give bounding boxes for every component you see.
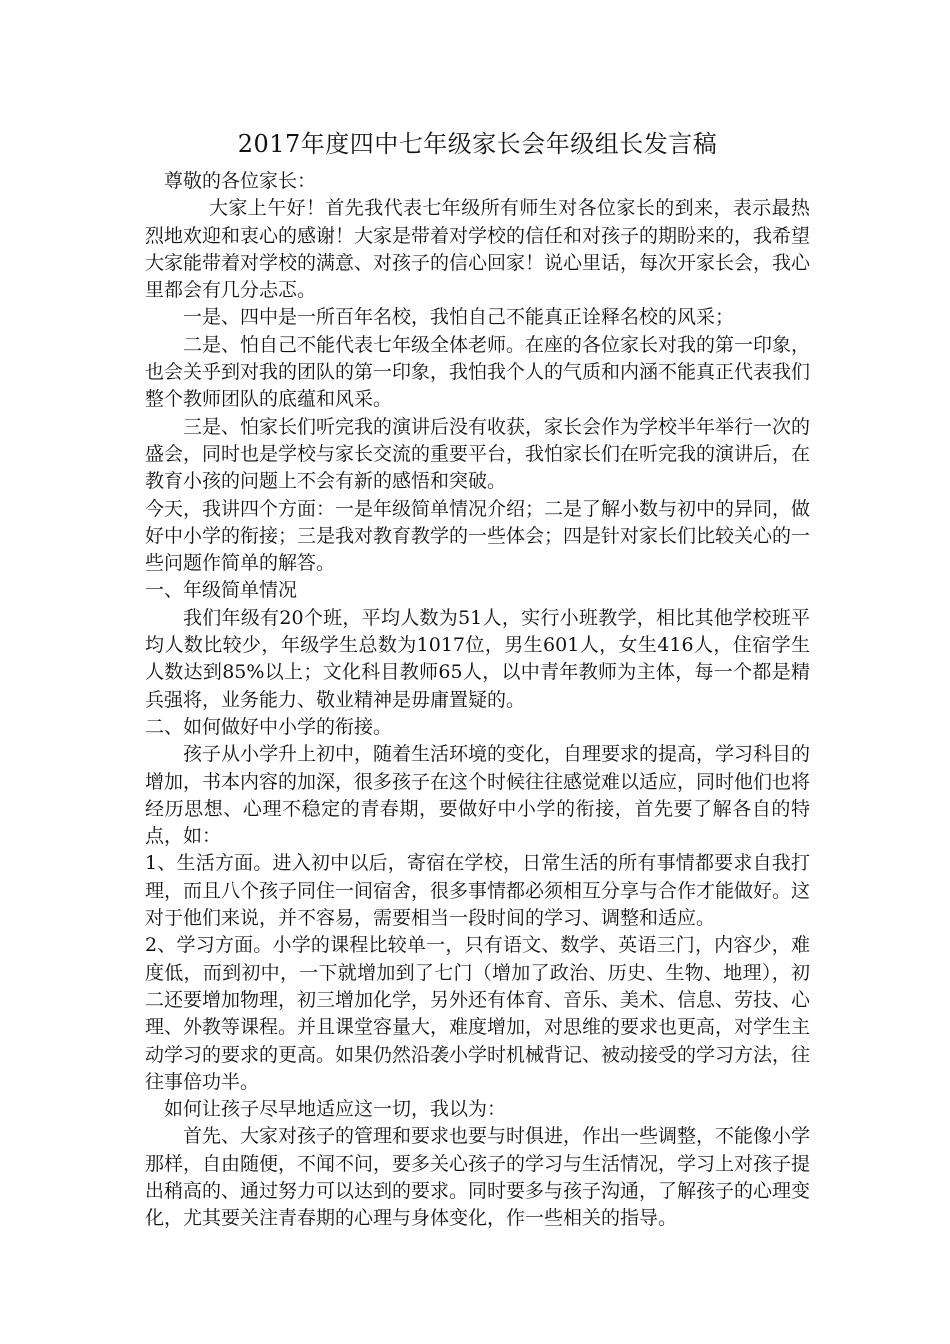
paragraph: 2、学习方面。小学的课程比较单一，只有语文、数学、英语三门，内容少，难度低，而到初中，一下就增加到了七门（增加了政治、历史、生物、地理），初二还要增加物理，初三增加化学，另外还有体育、音乐、美术、信息、劳技、心理、外教等课程。并且课堂容量大，难度增加，对思维的要求也更高，对学生主动学习的要求的更高。如果仍然沿袭小学时机械背记、被动接受的学习方法，往往事倍功半。: [145, 934, 811, 1093]
paragraph: 如何让孩子尽早地适应这一切，我以为：: [164, 1098, 507, 1121]
paragraph: 二、如何做好中小学的衔接。: [145, 715, 393, 738]
paragraph: 大家上午好！首先我代表七年级所有师生对各位家长的到来，表示最热烈地欢迎和衷心的感谢！大家是带着对学校的信任和对孩子的期盼来的，我希望大家能带着对学校的满意、对孩子的信心回家！说心里话，每次开家长会，我心里都会有几分忐忑。: [145, 197, 811, 302]
paragraph: 二是、怕自己不能代表七年级全体老师。在座的各位家长对我的第一印象，也会关乎到对我的团队的第一印象，我怕我个人的气质和内涵不能真正代表我们整个教师团队的底蕴和风采。: [145, 333, 811, 411]
paragraph: 三是、怕家长们听完我的演讲后没有收获，家长会作为学校半年举行一次的盛会，同时也是学校与家长交流的重要平台，我怕家长们在听完我的演讲后，在教育小孩的问题上不会有新的感悟和突破。: [145, 415, 811, 493]
paragraph: 一是、四中是一所百年名校，我怕自己不能真正诠释名校的风采；: [183, 306, 735, 329]
paragraph-list: [145, 168, 810, 1233]
paragraph: 1、生活方面。进入初中以后，寄宿在学校，日常生活的所有事情都要求自我打理，而且八个孩子同住一间宿舍，很多事情都必须相互分享与合作才能做好。这对于他们来说，并不容易，需要相当一段时间的学习、调整和适应。: [145, 852, 811, 930]
paragraph: 首先、大家对孩子的管理和要求也要与时俱进，作出一些调整，不能像小学那样，自由随便，不闻不问，要多关心孩子的学习与生活情况，学习上对孩子提出稍高的、通过努力可以达到的要求。同时要多与孩子沟通，了解孩子的心理变化，尤其要关注青春期的心理与身体变化，作一些相关的指导。: [145, 1125, 811, 1230]
paragraph: 今天，我讲四个方面：一是年级简单情况介绍；二是了解小数与初中的异同，做好中小学的衔接；三是我对教育教学的一些体会；四是针对家长们比较关心的一些问题作简单的解答。: [145, 497, 811, 575]
page-title: 2017年度四中七年级家长会年级组长发言稿: [237, 130, 718, 158]
paragraph: 一、年级简单情况: [145, 579, 298, 602]
paragraph: 我们年级有20个班，平均人数为51人，实行小班教学，相比其他学校班平均人数比较少，年级学生总数为1017位，男生601人，女生416人，住宿学生人数达到85%以上；文化科目教师65人，以中青年教师为主体，每一个都是精兵强将，业务能力、敬业精神是毋庸置疑的。: [145, 606, 810, 711]
document-body: [145, 128, 810, 1233]
paragraph: 孩子从小学升上初中，随着生活环境的变化，自理要求的提高，学习科目的增加，书本内容的加深，很多孩子在这个时候往往感觉难以适应，同时他们也将经历思想、心理不稳定的青春期，要做好中小学的衔接，首先要了解各自的特点，如：: [145, 743, 811, 848]
paragraph: 尊敬的各位家长：: [164, 170, 317, 192]
